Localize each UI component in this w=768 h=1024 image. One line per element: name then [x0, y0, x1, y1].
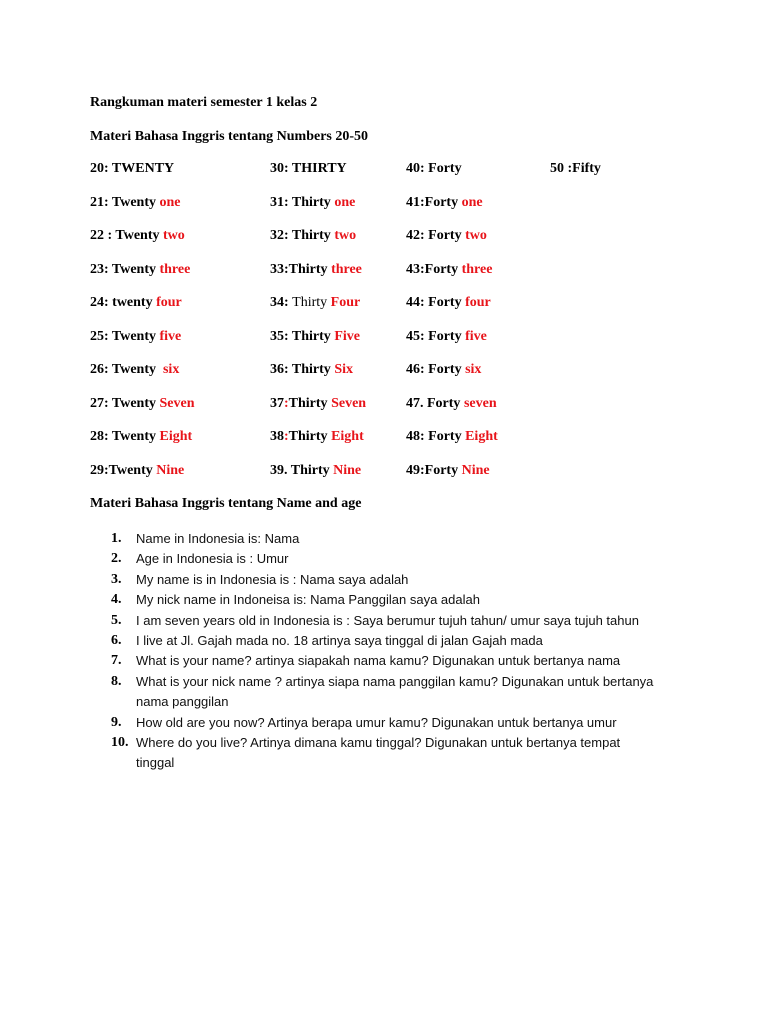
number-word-red: Nine [461, 462, 490, 478]
number-label: 38 [270, 429, 284, 444]
number-label: 29:Twenty [90, 462, 157, 478]
name-age-section-title: Materi Bahasa Inggris tentang Name and age [90, 496, 362, 511]
number-word-red: two [465, 228, 487, 243]
number-word-red: Six [334, 362, 353, 377]
number-word-red: five [465, 328, 487, 344]
list-item-text: I am seven years old in Indonesia is : Saya berumur tujuh tahun/ umur saya tujuh tahun [136, 612, 639, 628]
number-entry [90, 463, 184, 479]
number-word-red: Seven [331, 395, 367, 411]
number-entry [90, 195, 180, 211]
list-item-text: What is your name? artinya siapakah nama kamu? Digunakan untuk bertanya nama [136, 653, 621, 669]
number-label: Thirty [292, 295, 331, 310]
list-item [90, 651, 690, 671]
number-word-red: Eight [331, 429, 364, 444]
number-word-red: three [331, 261, 362, 277]
name-age-list [90, 529, 690, 774]
number-entry [90, 161, 174, 177]
number-label: : [284, 395, 289, 411]
number-entry [406, 329, 487, 345]
list-item [90, 733, 690, 774]
number-label: 31: Thirty [270, 194, 335, 210]
number-entry [90, 396, 194, 412]
number-label: Thirty [288, 429, 332, 444]
list-item-number: 7. [111, 653, 122, 669]
number-entry [90, 329, 181, 345]
number-entry [90, 295, 182, 311]
document-heading: Rangkuman materi semester 1 kelas 2 [90, 95, 318, 110]
list-item-number: 1. [111, 531, 122, 546]
number-entry [90, 429, 192, 445]
number-entry [406, 195, 483, 211]
number-entry [90, 362, 179, 378]
number-word-red: two [162, 228, 185, 243]
list-item-text: I live at Jl. Gajah mada no. 18 artinya saya tinggal di jalan Gajah mada [136, 633, 543, 649]
number-word-red: three [461, 261, 493, 277]
number-label: 50 :Fifty [550, 161, 601, 176]
number-word-red: six [465, 362, 482, 377]
number-label: 45: Forty [406, 328, 466, 344]
number-label: 43:Forty [406, 261, 462, 277]
list-item-number: 8. [111, 673, 122, 689]
list-item-number: 9. [111, 714, 122, 730]
number-label: 35: Thirty [270, 328, 335, 344]
number-label: 23: Twenty [90, 261, 160, 277]
number-label: 42: Forty [406, 228, 466, 243]
list-item [90, 672, 690, 713]
list-item-text: How old are you now? Artinya berapa umur kamu? Digunakan untuk bertanya umur [136, 714, 617, 730]
number-word-red: six [162, 362, 180, 377]
number-entry [550, 161, 601, 177]
number-label: 34: [270, 295, 293, 310]
numbers-section-title: Materi Bahasa Inggris tentang Numbers 20-50 [90, 129, 369, 144]
number-word-red: Eight [159, 429, 193, 444]
list-item-text: My nick name in Indoneisa is: Nama Panggilan saya adalah [136, 592, 480, 608]
number-word-red: Nine [333, 462, 362, 478]
number-label: 39. Thirty [270, 462, 334, 478]
number-label: 24: twenty [90, 295, 157, 310]
number-label: 41:Forty [406, 194, 462, 210]
list-item [90, 611, 690, 631]
number-entry [406, 295, 491, 311]
number-word-red: Five [334, 328, 360, 344]
number-label: 27: Twenty [90, 395, 160, 411]
number-entry [270, 161, 347, 177]
number-label: 28: Twenty [90, 429, 160, 444]
number-entry [270, 195, 355, 211]
number-label: 33:Thirty [270, 261, 332, 277]
number-label: 49:Forty [406, 462, 462, 478]
number-entry [406, 362, 481, 378]
number-label: 44: Forty [406, 295, 466, 310]
number-label: 48: Forty [406, 429, 466, 444]
number-entry [90, 262, 190, 278]
number-label: Thirty [288, 395, 332, 411]
list-item [90, 631, 690, 651]
number-word-red: one [159, 194, 181, 210]
number-word-red: four [465, 295, 491, 310]
number-entry [270, 396, 366, 412]
list-item-number: 6. [111, 633, 122, 649]
list-item [90, 549, 690, 569]
list-item-number: 5. [111, 612, 122, 628]
list-item-text: Name in Indonesia is: Nama [136, 531, 300, 546]
number-word-red: two [334, 228, 357, 243]
number-label: 25: Twenty [90, 328, 160, 344]
number-label: 30: THIRTY [270, 161, 347, 176]
number-label: 37 [270, 395, 284, 411]
list-item-number: 2. [111, 551, 122, 567]
number-label: 40: Forty [406, 161, 462, 176]
number-entry [406, 161, 462, 177]
number-word-red: Nine [156, 462, 185, 478]
number-label: 26: Twenty [90, 362, 163, 377]
list-item [90, 713, 690, 733]
number-label: 36: Thirty [270, 362, 335, 377]
number-entry [270, 262, 362, 278]
number-label: 20: TWENTY [90, 161, 175, 176]
number-entry [270, 228, 356, 244]
number-word-red: seven [463, 395, 497, 411]
number-entry [270, 429, 364, 445]
list-item-text: tinggal [136, 755, 175, 771]
number-label: 21: Twenty [90, 194, 160, 210]
number-label: 22 : Twenty [90, 228, 163, 243]
number-word-red: Four [330, 295, 361, 310]
number-word-red: three [159, 261, 191, 277]
list-item-text: Age in Indonesia is : Umur [136, 551, 289, 567]
number-entry [270, 329, 360, 345]
number-label: 46: Forty [406, 362, 466, 377]
number-entry [406, 262, 492, 278]
list-item-number: 4. [111, 592, 122, 608]
number-entry [406, 463, 490, 479]
number-word-red: Eight [465, 429, 498, 444]
number-label: 32: Thirty [270, 228, 335, 243]
number-entry [270, 362, 353, 378]
number-word-red: one [461, 194, 483, 210]
number-entry [406, 396, 497, 412]
list-item-text: My name is in Indonesia is : Nama saya adalah [136, 571, 409, 587]
list-item [90, 570, 690, 590]
list-item [90, 590, 690, 610]
number-word-red: Seven [159, 395, 195, 411]
number-entry [406, 429, 498, 445]
number-label: : [284, 429, 289, 444]
number-word-red: four [156, 295, 182, 310]
list-item-number: 3. [111, 571, 122, 587]
list-item-text: nama panggilan [136, 694, 229, 710]
number-word-red: one [334, 194, 356, 210]
list-item-text: Where do you live? Artinya dimana kamu tinggal? Digunakan untuk bertanya tempat [136, 735, 621, 751]
number-entry [406, 228, 487, 244]
number-entry [270, 463, 361, 479]
number-entry [270, 295, 360, 311]
list-item [90, 529, 690, 549]
number-word-red: five [159, 328, 182, 344]
list-item-number: 10. [111, 735, 129, 751]
number-label: 47. Forty [406, 395, 464, 411]
number-entry [90, 228, 185, 244]
list-item-text: What is your nick name ? artinya siapa nama panggilan kamu? Digunakan untuk bertanya [136, 673, 654, 689]
